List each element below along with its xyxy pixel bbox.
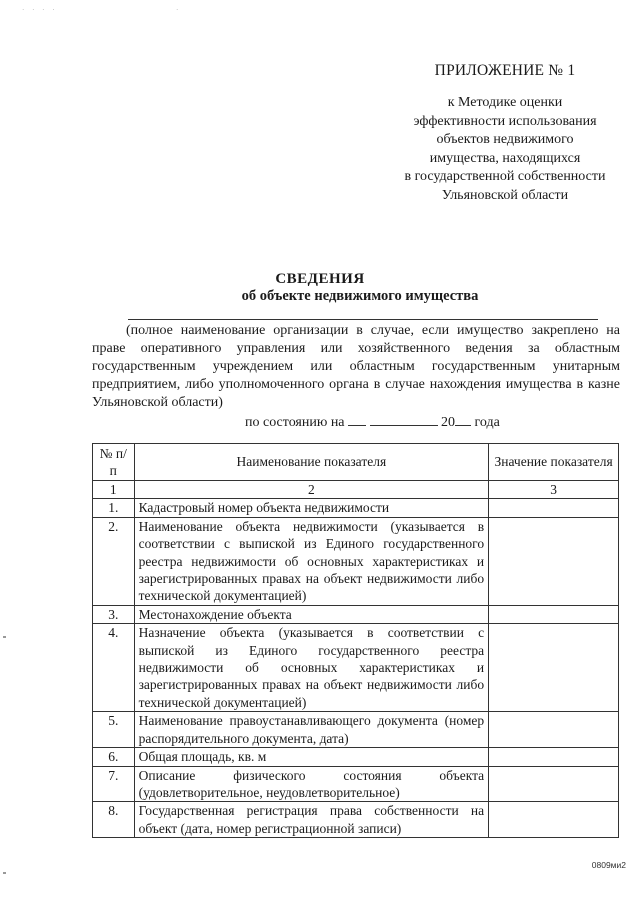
- appendix-title: ПРИЛОЖЕНИЕ № 1: [434, 62, 576, 79]
- row-indicator: Наименование правоустанавливающего документа (номер распорядительного документа, дата): [134, 712, 489, 748]
- table-header-row: [93, 444, 619, 481]
- scan-margin-mark: [3, 872, 6, 874]
- row-value-cell[interactable]: [489, 802, 619, 838]
- scan-corner-tick: ·: [176, 6, 179, 14]
- header-name: Наименование показателя: [134, 444, 489, 481]
- document-title: СВЕДЕНИЯ: [275, 271, 365, 287]
- row-indicator: Наименование объекта недвижимости (указывается в соответствии с выпиской из Единого государственного реестра недвижимости об основных характеристиках и зарегистрированных правах на объект недвижимости либо технической документацией): [134, 517, 489, 605]
- table-row: [93, 712, 619, 748]
- day-blank: [348, 413, 366, 426]
- appendix-line: объектов недвижимого: [436, 132, 574, 147]
- row-indicator: Государственная регистрация права собственности на объект (дата, номер регистрационной записи): [134, 802, 489, 838]
- row-indicator: Назначение объекта (указывается в соответствии с выпиской из Единого государственного реестра недвижимости об основных характеристиках и зарегистрированных правах на объект недвижимости либо технической документацией): [134, 624, 489, 712]
- row-value-cell[interactable]: [489, 748, 619, 766]
- row-number: 1.: [93, 499, 135, 517]
- as-of-prefix: по состоянию на: [245, 415, 345, 430]
- appendix-line: имущества, находящихся: [429, 150, 581, 166]
- document-subtitle: об объекте недвижимого имущества: [241, 288, 479, 304]
- month-blank: [370, 413, 438, 426]
- year-blank: [455, 413, 471, 426]
- row-value-cell[interactable]: [489, 624, 619, 712]
- scan-margin-mark: [3, 636, 6, 638]
- table-row: [93, 802, 619, 838]
- row-value-cell[interactable]: [489, 712, 619, 748]
- row-number: 7.: [93, 766, 135, 802]
- appendix-line: Ульяновской области: [441, 187, 569, 203]
- table-row: [93, 766, 619, 802]
- column-number-row: [93, 481, 619, 499]
- row-indicator: Кадастровый номер объекта недвижимости: [134, 499, 489, 517]
- appendix-subtitle: [360, 94, 640, 205]
- table-row: [93, 624, 619, 712]
- row-number: 6.: [93, 748, 135, 766]
- table-row: [93, 605, 619, 623]
- header-num: № п/п: [93, 444, 135, 481]
- row-number: 8.: [93, 802, 135, 838]
- appendix-line: эффективности использования: [413, 113, 597, 129]
- column-number: 2: [134, 481, 489, 499]
- appendix-line: в государственной собственности: [404, 169, 606, 184]
- as-of-date-line: [245, 413, 500, 431]
- table-row: [93, 517, 619, 605]
- row-value-cell[interactable]: [489, 605, 619, 623]
- row-number: 4.: [93, 624, 135, 712]
- as-of-suffix: года: [474, 415, 500, 430]
- row-number: 3.: [93, 605, 135, 623]
- column-number: 3: [489, 481, 619, 499]
- row-indicator: Описание физического состояния объекта (удовлетворительное, неудовлетворительное): [134, 766, 489, 802]
- row-indicator: Общая площадь, кв. м: [134, 748, 489, 766]
- row-value-cell[interactable]: [489, 499, 619, 517]
- footer-code: 0809ми2: [591, 860, 626, 870]
- organization-note: (полное наименование организации в случае, если имущество закреплено на праве оперативного управления или хозяйственного ведения за областным государственным учреждением или областным государственным унитарным предприятием, либо уполномоченного органа в случае нахождения имущества в казне Ульяновской области): [92, 323, 620, 410]
- row-number: 5.: [93, 712, 135, 748]
- row-indicator: Местонахождение объекта: [134, 605, 489, 623]
- table-row: [93, 748, 619, 766]
- scan-corner-marks: · · · ·: [22, 6, 58, 14]
- row-value-cell[interactable]: [489, 766, 619, 802]
- organization-name-blank: [128, 319, 598, 320]
- property-info-table: [92, 443, 619, 838]
- row-number: 2.: [93, 517, 135, 605]
- as-of-year: 20: [441, 415, 456, 430]
- header-value: Значение показателя: [489, 444, 619, 481]
- table-row: [93, 499, 619, 517]
- column-number: 1: [93, 481, 135, 499]
- appendix-line: к Методике оценки: [447, 95, 563, 110]
- row-value-cell[interactable]: [489, 517, 619, 605]
